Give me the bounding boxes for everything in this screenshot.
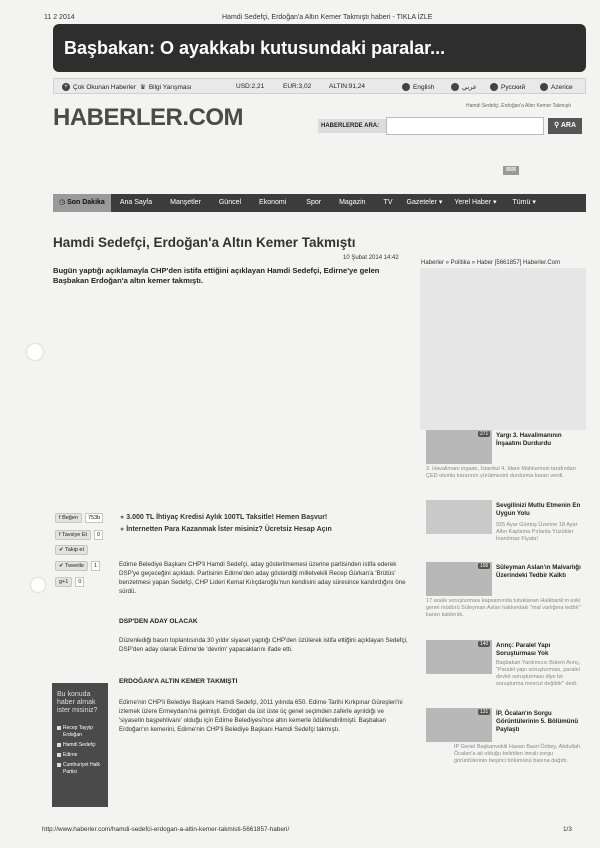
nav-tumu[interactable]: [509, 194, 540, 212]
usd-rate: USD:2,21: [236, 83, 265, 90]
bullet-icon: ●: [120, 514, 125, 521]
option-label: Edirne: [63, 752, 78, 758]
chevron-down-icon: ▾: [532, 199, 536, 206]
lang-arabic-label: عربي: [462, 84, 477, 91]
nav-son-dakika[interactable]: [53, 194, 111, 212]
side-news-desc: 3. Havalimanı inşaatı, İstanbul 4. İdare Mahkemesi tarafından ÇED olumlu kararının yürütmesini durdurma kararı verdi.: [426, 466, 576, 479]
facebook-icon: f: [59, 532, 61, 538]
punch-hole: [27, 344, 43, 360]
checkbox-icon: [57, 753, 61, 757]
nav-label: Son Dakika: [67, 199, 105, 206]
lang-english-label: English: [413, 83, 435, 91]
twitter-follow-button[interactable]: [55, 545, 88, 555]
side-news-title: Süleyman Aslan'ın Malvarlığı Üzerindeki Tedbir Kalktı: [496, 564, 581, 579]
top-bar: [53, 78, 586, 94]
gplus-group: [55, 577, 84, 587]
site-logo[interactable]: HABERLER.COM: [53, 104, 243, 131]
article-subheading: DSP'DEN ADAY OLACAK: [119, 618, 198, 625]
nav-ana-sayfa[interactable]: Ana Sayfa: [119, 199, 153, 206]
bullet-icon: ●: [120, 526, 125, 533]
promo-text: İnternetten Para Kazanmak İster misiniz? Ücretsiz Hesap Açın: [126, 526, 332, 533]
comment-count-badge: 271: [480, 431, 489, 437]
ad-placeholder: [420, 268, 586, 430]
tweet-count: 1: [91, 561, 100, 571]
nav-ekonomi[interactable]: Ekonomi: [259, 199, 287, 206]
promo-link[interactable]: [120, 526, 332, 533]
side-news-desc: 17 aralık soruşturması kapsamında tutuklanan Halkbank'ın eski genel müdürü Süleyman Aslan hakkındaki "mal varlığına tedbir" kararı kaldırıldı.: [426, 598, 581, 618]
follow-group: [55, 545, 88, 555]
article-paragraph: Edirne Belediye Başkanı CHP'li Hamdi Sedefçi, aday gösterilmemesi üzerine partisinden istifa ederek DSP'ye geçeceğini açıkladı. Partisinin Edirne'den aday gösterdiği milletvekili Recep Gürkan'a 'Brütüs' benzetmesi yapan Sedefçi, CHP Lideri Kemal Kılıçdaroğlu'nun kendisini aday süresince kandırdığını öne sürdü.: [119, 561, 406, 595]
nav-label: Yerel Haber: [454, 199, 492, 206]
side-news-item[interactable]: [426, 708, 586, 788]
option-label: Hamdi Sedefçi: [63, 742, 96, 748]
lang-english[interactable]: [402, 83, 434, 91]
article-paragraph: Düzenlediği basın toplantısında 30 yıldır siyaset yaptığı CHP'den üzülerek istifa ettiğini açıklayan Sedefçi, DSP'den aday olarak Edirne'de 'devrim' yapacaklarını ifade etti.: [119, 637, 408, 653]
side-news-item[interactable]: [426, 640, 586, 700]
checkbox-icon: [57, 763, 61, 767]
option-label: Cumhuriyet Halk Partisi: [63, 762, 100, 775]
globe-icon: [490, 83, 498, 91]
chevron-down-icon: ▾: [493, 199, 497, 206]
globe-icon: [402, 83, 410, 91]
twitter-icon: ✔: [59, 563, 64, 569]
article-date: 10 Şubat 2014 14:42: [343, 255, 399, 261]
gplus-icon: g: [59, 579, 63, 585]
side-news-title: İP, Öcalan'ın Sorgu Görüntülerinin 5. Bölümünü Paylaştı: [496, 710, 579, 733]
eur-rate: EUR:3,02: [283, 83, 312, 90]
chevron-down-icon: ▾: [438, 199, 443, 206]
side-news-desc: Başbakan Yardımcısı Bülent Arınç, "Paralel yapı soruşturması, paralel devlet soruşturması diye bir soruşturma mevcut değildir" dedi.: [496, 660, 581, 687]
comment-count-badge: 131: [480, 709, 489, 715]
main-nav: [53, 194, 586, 212]
search-label: HABERLERDE ARA:: [318, 119, 386, 133]
banner-headline: Başbakan: O ayakkabı kutusundaki paralar...: [64, 38, 446, 58]
small-tag: Hamdi Sedefçi, Erdoğan'a Altın Kemer Takmıştı: [466, 103, 572, 109]
checkbox-icon: [57, 743, 61, 747]
nav-gazeteler[interactable]: [403, 194, 447, 212]
tweet-label: Tweetle: [65, 563, 85, 569]
recommend-label: Tavsiye Et: [61, 532, 88, 538]
print-url: http://www.haberler.com/hamdi-sedefci-erdogan-a-altin-kemer-takmisti-5661857-haberi/: [42, 826, 290, 833]
search-button-label: ARA: [560, 122, 576, 129]
subscribe-question: Bu konuda haber almak ister misiniz?: [57, 691, 98, 714]
gplus-count: 0: [75, 577, 84, 587]
promo-link[interactable]: [120, 514, 327, 521]
facebook-like-button[interactable]: [55, 513, 82, 523]
subscribe-option[interactable]: [57, 742, 103, 749]
ad-close-icon[interactable]: ⊠⊠: [503, 166, 519, 175]
side-news-item[interactable]: [426, 500, 586, 562]
lang-arabic[interactable]: [451, 83, 477, 91]
print-header: [0, 14, 600, 24]
gold-rate: ALTIN:91,24: [329, 83, 366, 90]
gplus-button[interactable]: [55, 577, 72, 587]
option-label: Recep Tayyip Erdoğan: [63, 725, 93, 738]
search-button[interactable]: [548, 118, 582, 134]
search-icon: ⚲: [554, 122, 560, 129]
lang-azeri-label: Azerice: [551, 83, 573, 91]
like-group: [55, 513, 103, 523]
nav-yerel-haber[interactable]: [450, 194, 500, 212]
quiz-label: Bilgi Yarışması: [148, 83, 192, 91]
quiz-link[interactable]: [140, 83, 192, 91]
nav-label: Gazeteler: [406, 199, 437, 206]
globe-icon: [540, 83, 548, 91]
search-input[interactable]: [386, 117, 544, 135]
side-news-title: Yargı 3. Havalimanının İnşaatını Durdurdu: [496, 432, 562, 447]
headline-banner[interactable]: [53, 24, 586, 72]
side-news-item[interactable]: [426, 562, 586, 632]
recommend-button[interactable]: [55, 530, 91, 540]
most-read-label: Çok Okunan Haberler: [73, 83, 136, 91]
tweet-button[interactable]: [55, 561, 88, 571]
nav-magazin[interactable]: Magazin: [339, 199, 366, 206]
comment-count-badge: 140: [480, 641, 489, 647]
subscribe-option[interactable]: [57, 725, 103, 739]
article-paragraph: Edirne'nin CHP'li Belediye Başkanı Hamdi Sedefçi, 2011 yılında 650. Edirne Tarihi Kırkpınar Güreşleri'ni izlemek üzere Ermeydanı'na gelmişti. Erdoğan da üst üste üç genel seçimden zaferle ayrıldığı ve 'siyasetin başpehlivanı' olduğu için Edirne Belediyesi'nce altın kemerle ödüllendirilmişti. Başbakan Erdoğan'ın kemerini, Edirne'nin CHP'li Belediye Başkanı Hamdi Sedefçi takmıştı.: [119, 699, 403, 733]
lang-russian[interactable]: [490, 83, 525, 91]
nav-spor[interactable]: Spor: [306, 199, 322, 206]
page-number: 1/3: [563, 826, 572, 833]
like-label: Beğen: [62, 515, 78, 521]
punch-hole: [31, 578, 45, 592]
print-title: Hamdi Sedefçi, Erdoğan'a Altın Kemer Takmıştı haberi - TIKLA İZLE: [222, 14, 433, 21]
article-lead: Bugün yaptığı açıklamayla CHP'den istifa ettiğini açıklayan Hamdi Sedefçi, Edirne'ye gelen Başbakan Erdoğan'a altın kemer takmıştı.: [53, 266, 380, 285]
recommend-group: [55, 530, 103, 540]
nav-mansetler[interactable]: Manşetler: [170, 199, 201, 206]
like-count: 753b: [85, 513, 103, 523]
nav-tv[interactable]: TV: [383, 199, 393, 206]
twitter-icon: ✔: [59, 547, 64, 553]
globe-icon: [451, 83, 459, 91]
clock-icon: ◷: [59, 199, 66, 206]
facebook-icon: f: [59, 515, 61, 521]
ad-thumbnail: [426, 500, 492, 534]
breadcrumb[interactable]: Haberler » Politika » Haber [5661857] Haberler.Com: [421, 260, 561, 266]
subscribe-option[interactable]: [57, 762, 103, 776]
side-news-title: Arınç: Paralel Yapı Soruşturması Yok: [496, 642, 551, 657]
side-news-desc: 925 Ayar Gümüş Üzerine 18 Ayar Altın Kaplama Pırlanta Yüzükler İnanılmaz Fiyata!: [496, 522, 578, 542]
lang-russian-label: Русский: [501, 83, 526, 91]
promo-text: 3.000 TL İhtiyaç Kredisi Aylık 100TL Taksitle! Hemen Başvur!: [126, 514, 328, 521]
print-date: 11 2 2014: [44, 14, 75, 21]
subscribe-option[interactable]: [57, 752, 103, 759]
most-read-link[interactable]: [62, 83, 136, 91]
side-news-item[interactable]: [426, 430, 586, 498]
tweet-group: [55, 561, 100, 571]
nav-guncel[interactable]: Güncel: [218, 199, 242, 206]
article-subheading: ERDOĞAN'A ALTIN KEMER TAKMIŞTI: [119, 678, 238, 685]
nav-label: Tümü: [512, 199, 531, 206]
gplus-label: +1: [62, 579, 69, 585]
checkbox-icon: [57, 726, 61, 730]
topic-subscribe-box: [52, 683, 108, 807]
lang-azeri[interactable]: [540, 83, 573, 91]
article-title: Hamdi Sedefçi, Erdoğan'a Altın Kemer Takmıştı: [53, 235, 356, 250]
trophy-icon: ♛: [140, 84, 146, 91]
plus-icon: +: [62, 83, 70, 91]
follow-label: Takip et: [65, 547, 85, 553]
side-news-title: Sevgilinizi Mutlu Etmenin En Uygun Yolu: [496, 502, 581, 517]
comment-count-badge: 156: [480, 563, 489, 569]
side-news-desc: İP Genel Başkanvekili Hasan Basri Özbey, Abdullah Öcalan'a ait olduğu belirtilen imralı sorgu görüntülerinin beşinci bölümünü basına dağıttı.: [454, 744, 581, 764]
recommend-count: 0: [94, 530, 103, 540]
